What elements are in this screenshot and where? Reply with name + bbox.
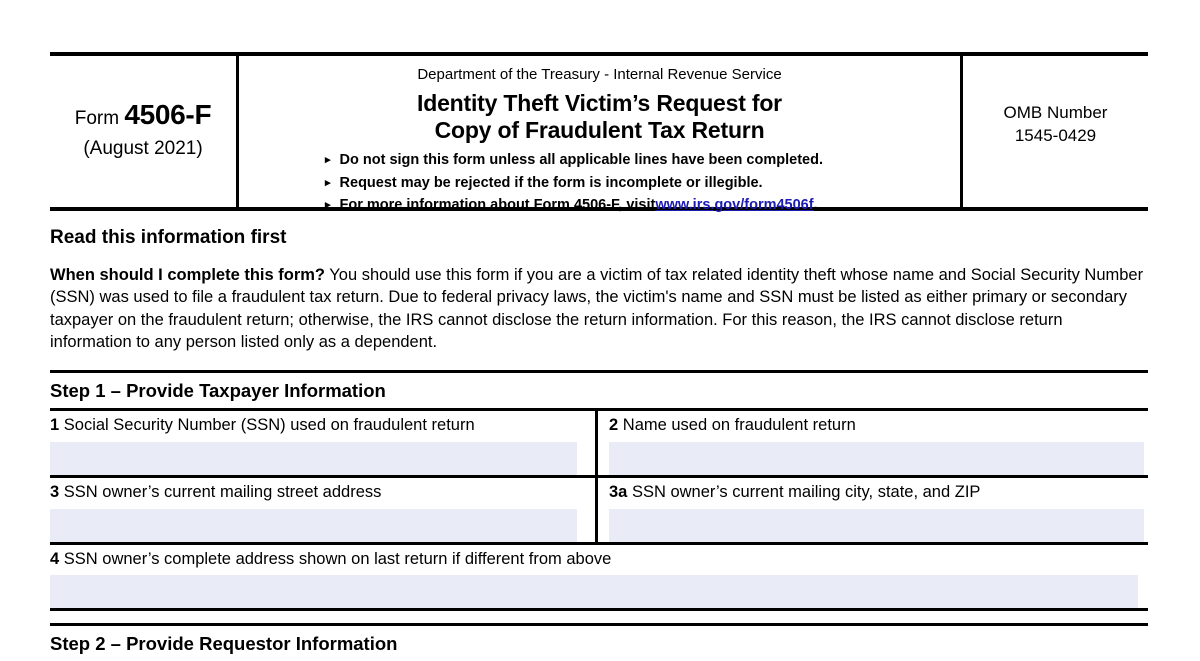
field-label-3a (609, 482, 1148, 503)
field-label-1 (50, 415, 587, 436)
field-row (50, 411, 1148, 478)
field-cell-4 (50, 545, 1148, 609)
form-revision-date: (August 2021) (83, 138, 203, 160)
field-row (50, 545, 1148, 612)
header-bullet-text: Request may be rejected if the form is incomplete or illegible. (339, 174, 763, 191)
form-title-line-2: Copy of Fraudulent Tax Return (434, 117, 765, 144)
agency-line: Department of the Treasury - Internal Revenue Service (417, 66, 782, 83)
header-bullet-item (325, 176, 948, 191)
field-input-name-used[interactable] (609, 442, 1144, 475)
read-first-heading: Read this information first (50, 227, 287, 248)
field-label-3 (50, 482, 587, 503)
field-row (50, 478, 1148, 545)
step-1-title: Step 1 – Provide Taxpayer Information (50, 380, 386, 402)
header-bullet-prefix: For more information about Form 4506-F, visit (339, 197, 656, 214)
header-bullet-item (325, 153, 948, 168)
field-input-street-address[interactable] (50, 509, 577, 542)
field-number-4: 4 (50, 549, 60, 568)
header-bullet-item-link (325, 198, 948, 213)
field-input-city-state-zip[interactable] (609, 509, 1144, 542)
omb-label: OMB Number (1003, 102, 1108, 122)
field-cell-1 (50, 411, 598, 475)
form-title (251, 90, 948, 144)
triangle-bullet-icon: ▸ (325, 176, 331, 189)
irs-form-4506f (50, 52, 1148, 661)
form-number: 4506-F (124, 98, 212, 130)
form-title-block (239, 56, 963, 214)
field-input-last-return-address[interactable] (50, 575, 1138, 608)
field-cell-3a (598, 478, 1148, 542)
header-bullet-text: Do not sign this form unless all applicable lines have been completed. (339, 152, 823, 169)
form-identity-block (50, 56, 239, 207)
read-first-paragraph (50, 264, 1148, 354)
read-first-question: When should I complete this form? (50, 266, 326, 284)
field-cell-2 (598, 411, 1148, 475)
triangle-bullet-icon: ▸ (325, 199, 331, 212)
field-number-1: 1 (50, 416, 60, 435)
form-number-line (75, 99, 212, 131)
field-number-3a: 3a (609, 482, 628, 501)
field-number-2: 2 (609, 416, 619, 435)
field-cell-3 (50, 478, 598, 542)
field-label-text-3a: SSN owner’s current mailing city, state, and ZIP (627, 482, 981, 501)
field-number-3: 3 (50, 482, 60, 501)
field-label-text-1: Social Security Number (SSN) used on fraudulent return (59, 416, 475, 435)
step-1-bar (50, 370, 1148, 408)
field-label-text-4: SSN owner’s complete address shown on last return if different from above (59, 549, 612, 568)
step-1-field-table (50, 408, 1148, 611)
form-header (50, 52, 1148, 214)
omb-block (963, 56, 1148, 207)
read-first-body: You should use this form if you are a victim of tax related identity theft whose name and Social Security Number (SSN) was used to file a fraudulent tax return. Due to federal privacy laws, the victim's name and SSN must be listed as either primary or secondary taxpayer on the fraudulent return; otherwise, the IRS cannot disclose the return information. For this reason, the IRS cannot disclose return information to any person listed only as a dependent. (50, 266, 1144, 352)
omb-number: 1545-0429 (1014, 125, 1097, 145)
field-label-2 (609, 415, 1148, 436)
field-label-text-3: SSN owner’s current mailing street address (59, 482, 382, 501)
step-2-bar (50, 623, 1148, 661)
step-2-title: Step 2 – Provide Requestor Information (50, 633, 398, 655)
header-bullet-list (251, 153, 948, 213)
field-label-text-2: Name used on fraudulent return (618, 416, 856, 435)
form-info-link[interactable]: www.irs.gov/form4506f (655, 197, 814, 214)
form-label: Form (74, 107, 120, 129)
form-title-line-1: Identity Theft Victim’s Request for (417, 90, 782, 116)
field-input-ssn-used[interactable] (50, 442, 577, 475)
field-label-4 (50, 549, 1148, 570)
header-bullet-suffix: . (813, 197, 818, 214)
triangle-bullet-icon: ▸ (325, 154, 331, 167)
